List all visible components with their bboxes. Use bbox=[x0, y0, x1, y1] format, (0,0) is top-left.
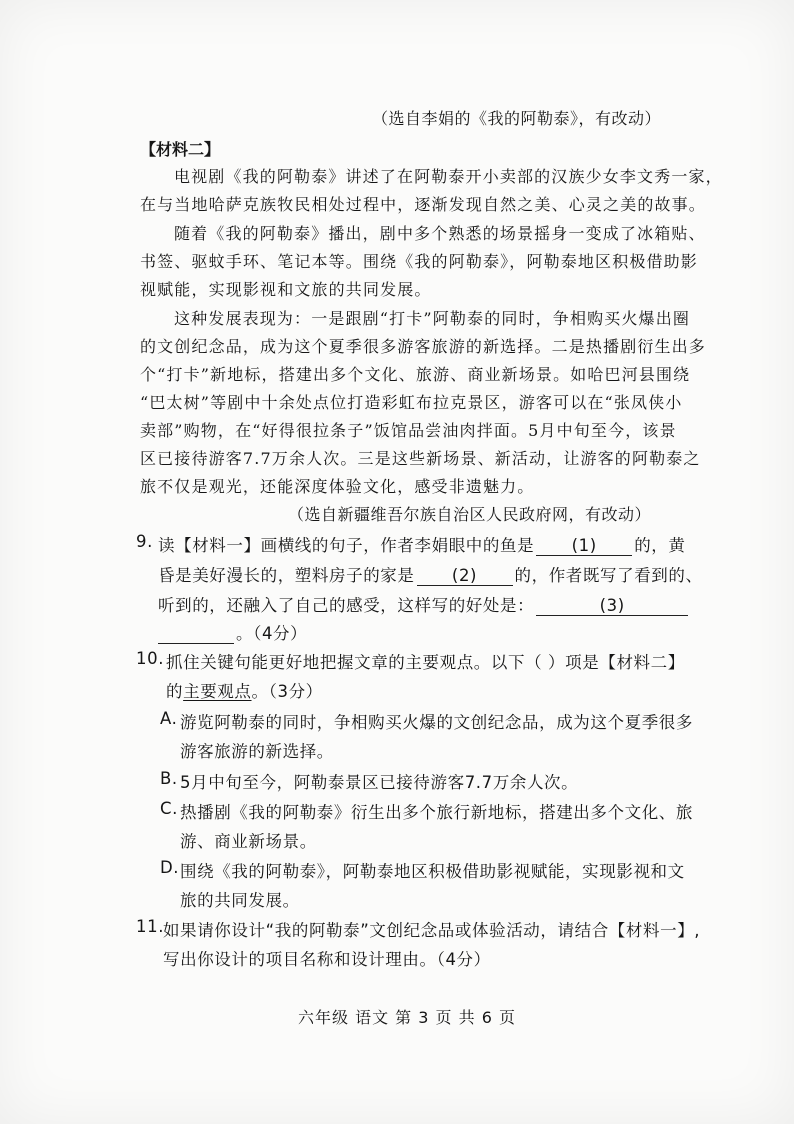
q9-blank-3-continued[interactable] bbox=[158, 624, 234, 644]
material2-p1-line2: 在与当地哈萨克族牧民相处过程中，逐渐发现自然之美、心灵之美的故事。 bbox=[140, 195, 706, 214]
material2-p3-line1: 这种发展表现为：一是跟剧“打卡”阿勒泰的同时，争相购买火爆出圈 bbox=[174, 309, 691, 328]
q10-line1: 抓住关键句能更好地把握文章的主要观点。以下（ ）项是【材料二】 bbox=[166, 653, 685, 672]
material2-p3-line6: 区已接待游客7.7万余人次。三是这些新场景、新活动，让游客的阿勒泰之 bbox=[140, 449, 701, 468]
q10-option-d-label[interactable]: D. bbox=[160, 858, 180, 877]
q9-blank-3[interactable]: (3) bbox=[536, 596, 688, 616]
q10-option-d-line1: 围绕《我的阿勒泰》，阿勒泰地区积极借助影视赋能，实现影视和文 bbox=[180, 862, 685, 881]
q9-blank-2[interactable]: (2) bbox=[417, 566, 513, 586]
q9-line1: 读【材料一】画横线的句子，作者李娟眼中的鱼是 (1) 的，黄 bbox=[158, 536, 686, 555]
material2-p3-line5: 卖部”购物，在“好得很拉条子”饭馆品尝油肉拌面。5月中旬至今，该景 bbox=[140, 421, 677, 440]
q10-option-c-label[interactable]: C. bbox=[160, 799, 178, 818]
q10-option-a-line2: 游客旅游的新选择。 bbox=[180, 742, 334, 761]
material2-p2-line1: 随着《我的阿勒泰》播出，剧中多个熟悉的场景摇身一变成了冰箱贴、 bbox=[174, 224, 706, 243]
q10-option-a-line1: 游览阿勒泰的同时，争相购买火爆的文创纪念品，成为这个夏季很多 bbox=[180, 713, 693, 732]
q9-line4: 。（4分） bbox=[158, 620, 307, 644]
material2-p3-line2: 的文创纪念品，成为这个夏季很多游客旅游的新选择。二是热播剧衍生出多 bbox=[140, 337, 706, 356]
material2-p3-line4: “巴太树”等剧中十余处点位打造彩虹布拉克景区，游客可以在“张凤侠小 bbox=[140, 393, 683, 412]
page-footer: 六年级 语文 第 3 页 共 6 页 bbox=[298, 1008, 516, 1027]
q10-option-c-line1: 热播剧《我的阿勒泰》衍生出多个旅行新地标，搭建出多个文化、旅 bbox=[180, 803, 693, 822]
q10-option-c-line2: 游、商业新场景。 bbox=[180, 832, 317, 851]
material2-p3-line7: 旅不仅是观光，还能深度体验文化，感受非遗魅力。 bbox=[140, 477, 535, 496]
material2-p2-line3: 视赋能，实现影视和文旅的共同发展。 bbox=[140, 280, 432, 299]
material2-heading: 【材料二】 bbox=[140, 140, 221, 159]
q10-option-b-label[interactable]: B. bbox=[160, 769, 178, 788]
material1-source: （选自李娟的《我的阿勒泰》，有改动） bbox=[372, 109, 662, 128]
q9-number: 9. bbox=[136, 532, 153, 551]
q10-option-a-label[interactable]: A. bbox=[160, 709, 178, 728]
material2-p2-line2: 书签、驱蚊手环、笔记本等。围绕《我的阿勒泰》，阿勒泰地区积极借助影 bbox=[140, 252, 698, 271]
q9-line2: 昏是美好漫长的，塑料房子的家是 (2) 的，作者既写了看到的、 bbox=[158, 566, 703, 585]
material2-p3-line3: 个“打卡”新地标，搭建出多个文化、旅游、商业新场景。如哈巴河县围绕 bbox=[140, 365, 691, 384]
q11-line2: 写出你设计的项目名称和设计理由。（4分） bbox=[163, 950, 491, 969]
q11-line1: 如果请你设计“我的阿勒泰”文创纪念品或体验活动，请结合【材料一】, bbox=[163, 921, 701, 940]
q9-blank-1[interactable]: (1) bbox=[536, 536, 632, 556]
q10-line2: 的主要观点。（3分） bbox=[166, 682, 323, 701]
q10-number: 10. bbox=[136, 649, 165, 668]
q10-option-b-line1: 5月中旬至今，阿勒泰景区已接待游客7.7万余人次。 bbox=[180, 773, 579, 792]
q10-option-d-line2: 旅的共同发展。 bbox=[180, 891, 300, 910]
material2-source: （选自新疆维吾尔族自治区人民政府网，有改动） bbox=[288, 505, 652, 524]
material2-p1-line1: 电视剧《我的阿勒泰》讲述了在阿勒泰开小卖部的汉族少女李文秀一家， bbox=[174, 167, 723, 186]
q9-line3: 听到的，还融入了自己的感受，这样写的好处是： (3) bbox=[158, 592, 690, 616]
q11-number: 11. bbox=[136, 917, 165, 936]
